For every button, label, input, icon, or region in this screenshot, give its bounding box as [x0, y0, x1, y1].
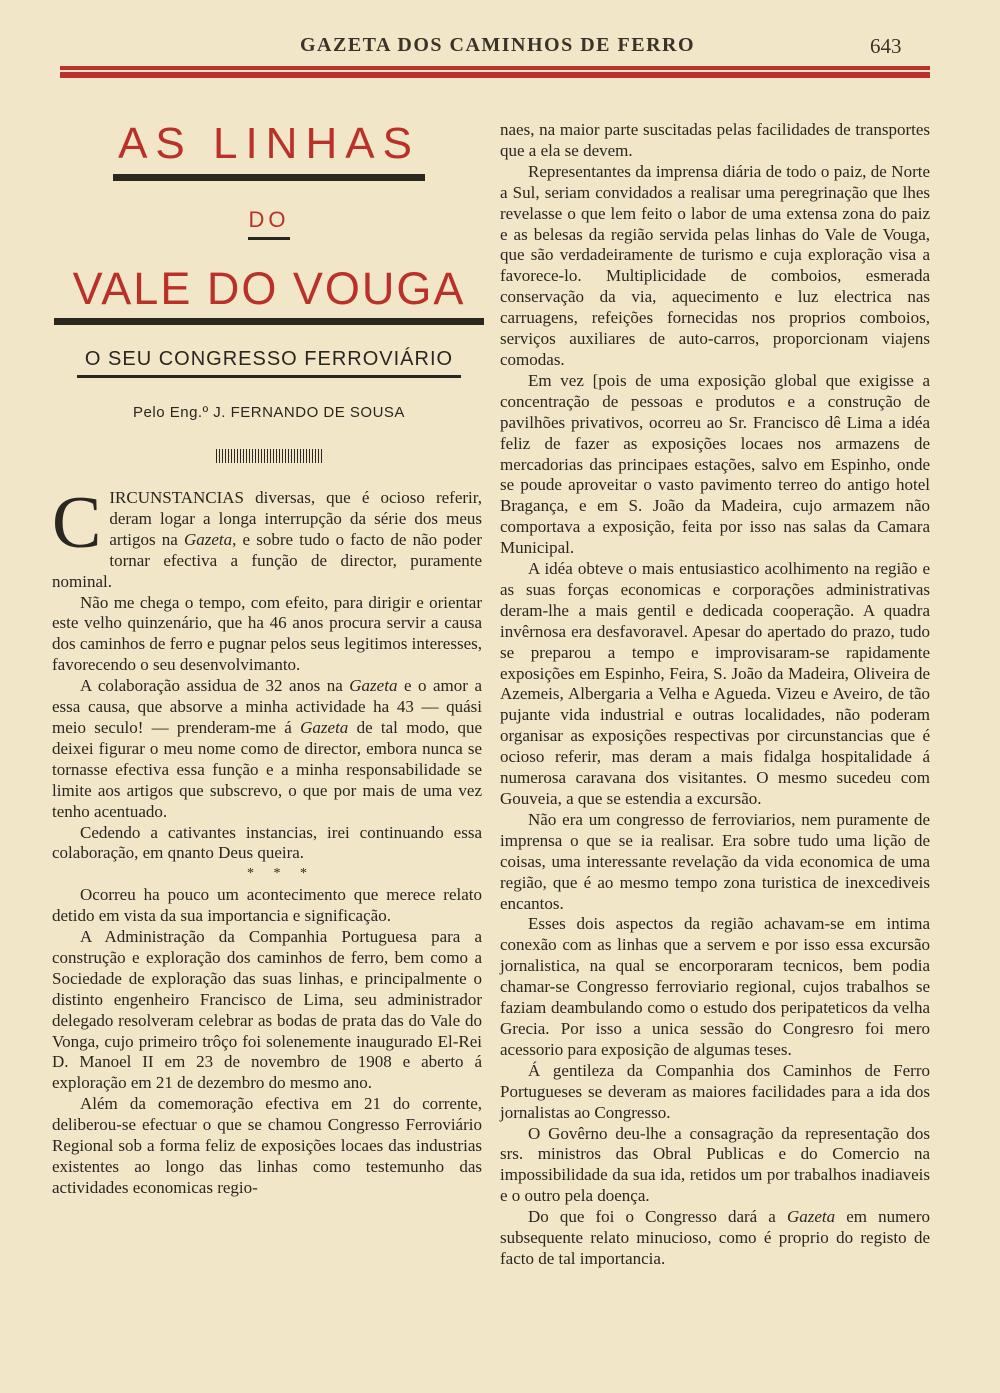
title-block: [52, 118, 486, 463]
text-run: e o amor a essa causa, que absorve a minha actividade ha 43 — quási meio seculo! — prenderam-me á: [52, 676, 482, 737]
paragraph: Á gentileza da Companhia dos Caminhos de Ferro Portugueses se deveram as maiores facilidades para a ida dos jornalistas ao Congresso.: [500, 1060, 930, 1122]
running-head: GAZETA DOS CAMINHOS DE FERRO: [300, 34, 696, 56]
title-bar-do: [248, 237, 290, 240]
title-line-3: VALE DO VOUGA: [72, 263, 466, 314]
paragraph: naes, na maior parte suscitadas pelas facilidades de transportes que a ela se devem.: [500, 120, 930, 160]
text-run: diversas, que é ocioso referir, deram logar a longa interrupção da série dos meus artigos na: [109, 488, 482, 549]
subtitle: O SEU CONGRESSO FERROVIÁRIO: [84, 348, 454, 370]
text-run-italic: Gazeta: [300, 717, 349, 737]
paragraph: Ocorreu ha pouco um acontecimento que merece relato detido em vista da sua importancia e significação.: [52, 885, 482, 926]
page-number: 643: [870, 34, 902, 58]
header-rule-bottom: [60, 72, 930, 78]
paragraph: Esses dois aspectos da região achavam-se em intima conexão com as linhas que a servem e por isso essa excursão jornalistica, na qual se encorporaram tecnicos, bem podia chamar-se Congresso ferroviario regional, cujos trabalhos se faziam deambulando como o estudo dos peripateticos da velha Grecia. Por isso a unica sessão do Congresro foi mero acessorio para exposição de algumas teses.: [500, 914, 930, 1059]
left-column: [52, 482, 482, 1199]
author-byline: Pelo Eng.º J. FERNANDO DE SOUSA: [133, 404, 405, 421]
right-column: [500, 120, 930, 1270]
text-run: em numero subsequente relato minucioso, como é proprio do registo de facto de tal importancia.: [500, 1207, 930, 1268]
subtitle-bar: [77, 375, 461, 378]
paragraph: Cedendo a cativantes instancias, irei continuando essa colaboração, em qnanto Deus queira.: [52, 822, 482, 863]
ornament: [216, 449, 322, 463]
text-run: , e sobre tudo o facto de não poder tornar efectiva a função de director, puramente nominal.: [52, 529, 482, 591]
text-run: Do que foi o Congresso dará a: [528, 1207, 787, 1227]
text-run: de tal modo, que deixei figurar o meu nome como de director, embora nunca se tornasse efectiva essa função e a minha responsabilidade se limite aos artigos que subscrevo, o que por mais de uma vez tenho acentuado.: [52, 717, 482, 821]
paragraph: Além da comemoração efectiva em 21 do corrente, deliberou-se efectuar o que se chamou Congresso Ferroviário Regional sob a forma feliz de exposições locaes das industrias existentes ao longo das linhas como testemunho das actividades economicas regio-: [52, 1094, 482, 1197]
lead-word: IRCUNSTANCIAS: [109, 488, 245, 507]
text-run-italic: Gazeta: [183, 529, 233, 549]
text-run-italic: Gazeta: [349, 676, 398, 696]
paragraph: Não me chega o tempo, com efeito, para dirigir e orientar este velho quinzenário, que ha 46 anos procura servir a causa dos caminhos de ferro e pugnar pelos seus legitimos interesses, favorecendo o seu desenvolvimanto.: [52, 592, 482, 675]
paragraph: Não era um congresso de ferroviarios, nem puramente de imprensa o que se ia realisar. Era sobre tudo uma lição de coisas, uma interessante revelação da vida economica de uma região, que é ao mesmo tempo zona turistica de inexcediveis encantos.: [500, 809, 930, 913]
text-run: A colaboração assidua de 32 anos na: [80, 676, 350, 696]
paragraph: A Administração da Companhia Portuguesa para a construção e exploração dos caminhos de ferro, bem como a Sociedade de exploração das suas linhas, e principalmente o distinto engenheiro Francisco de Lima, seu administrador delegado resolveram celebrar as bodas de prata das do Vale do Vonga, cujo primeiro trôço foi solenemente inaugurado El-Rei D. Manoel II em 23 de novembro de 1908 e aberto á exploração em 21 de dezembro do mesmo ano.: [52, 927, 482, 1093]
drop-cap: C: [52, 482, 102, 564]
section-separator: * * *: [247, 866, 315, 882]
title-bar-2: [54, 318, 484, 325]
paragraph: [52, 676, 482, 822]
title-line-1: AS LINHAS: [118, 119, 420, 168]
paragraph: O Govêrno deu-lhe a consagração da representação dos srs. ministros das Obral Publicas e do Comercio na impossibilidade da sua ida, retidos um por trabalhos inadiaveis e o outro pela doença.: [500, 1123, 930, 1206]
header-rule-top: [60, 66, 930, 70]
title-line-2: DO: [248, 207, 290, 232]
paragraph: [52, 482, 482, 593]
text-run-italic: Gazeta: [786, 1207, 836, 1227]
paragraph: [500, 1207, 930, 1270]
paragraph: Representantes da imprensa diária de todo o paiz, de Norte a Sul, seriam convidados a realisar uma peregrinação que lhes revelasse o que lem feito o labor de uma extensa zona do paiz e as belesas da região servida pelas linhas do Vale de Vouga, que são verdadeiramente de turismo e cuja exploração visa a favorece-lo. Multiplicidade de comboios, esmerada conservação da via, aquecimento e luz electrica nas carruagens, refeições fornecidas nos proprios comboios, serviços auxiliares de auto-carros, proporcionam viajens comodas.: [500, 161, 930, 369]
paragraph: A idéa obteve o mais entusiastico acolhimento na região e as suas forças economicas e corporações administrativas deram-lhe a mais gentil e dedicada cooperação. A quadra invêrnosa era desfavoravel. Apesar do apertado do prazo, tudo se preparou a tempo e improvisaram-se rapidamente exposições em Espinho, Feira, S. João da Madeira, Oliveira de Azemeis, Albergaria a Velha e Agueda. Vizeu e Aveiro, de tão pujante vida industrial e outras localidades, não poderam organisar as exposições respectivas por circunstancias que é ocioso referir, mas deram a mais fidalga hospitalidade á numerosa caravana dos visitantes. O mesmo sucedeu com Gouveia, a que se estendia a excursão.: [500, 559, 930, 808]
paragraph: Em vez [pois de uma exposição global que exigisse a concentração de pessoas e produtos e a construção de pavilhões privativos, ocorreu ao Sr. Francisco dê Lima a idéa feliz de fazer as exposições locaes nos armazens de mercadorias das principaes estações, salvo em Espinho, onde se poude aproveitar o vasto pavimento terreo do antigo hotel Bragança, e em S. João da Madeira, cujo armazem não comportava a exposição, feita por isso nas salas da Camara Municipal.: [500, 370, 930, 558]
title-bar-1: [113, 174, 425, 181]
